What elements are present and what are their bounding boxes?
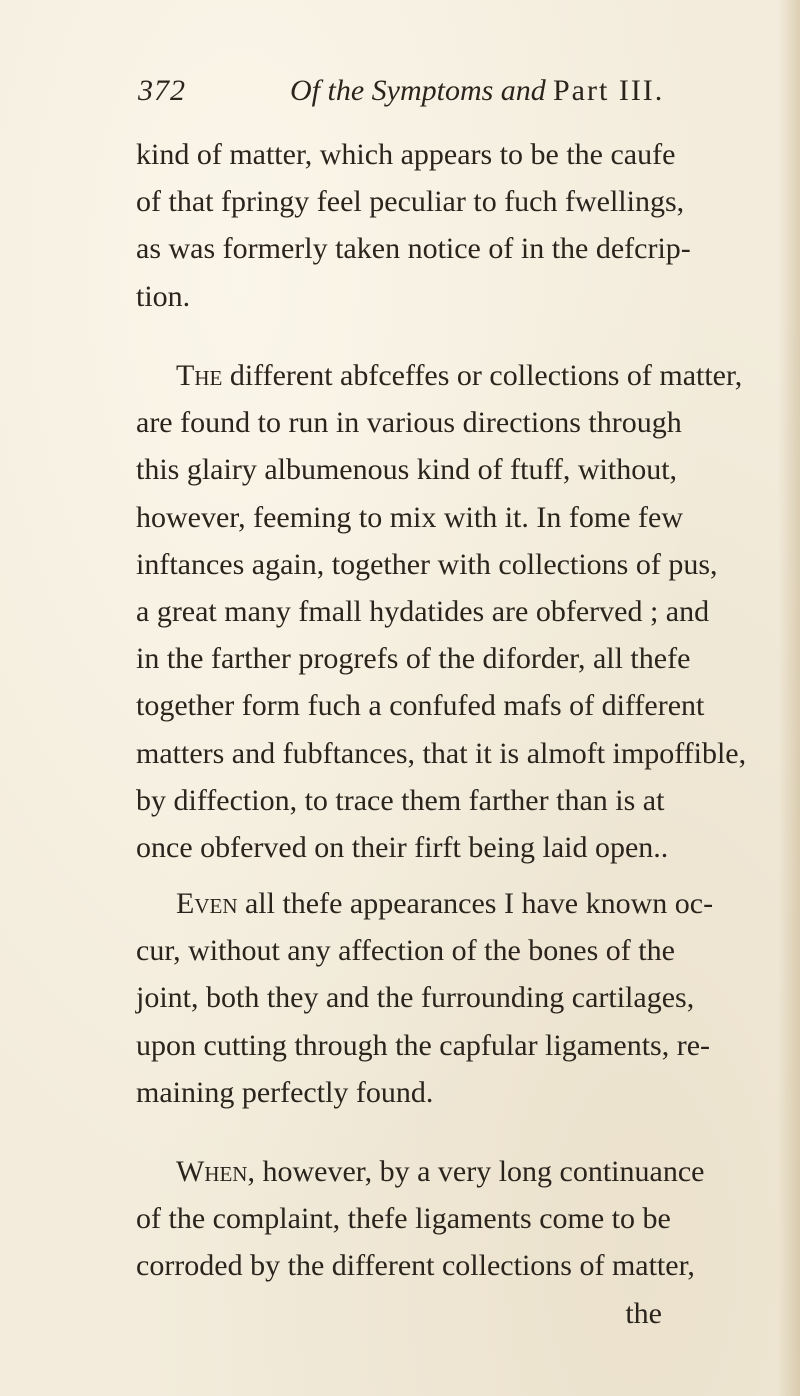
text-line: kind of matter, which appears to be the caufe bbox=[136, 138, 676, 171]
text-line: maining perfectly found. bbox=[136, 1075, 434, 1109]
text-line: of the complaint, thefe ligaments come to be bbox=[136, 1202, 671, 1236]
text-line: upon cutting through the capfular ligaments, re- bbox=[136, 1028, 710, 1062]
text-line: inftances again, together with collections of pus, bbox=[136, 547, 718, 581]
paragraph-4 bbox=[136, 1148, 705, 1337]
text-line: in the farther progrefs of the diforder, all thefe bbox=[136, 642, 691, 676]
text-line: are found to run in various directions through bbox=[136, 406, 682, 440]
page-edge-shadow bbox=[778, 0, 800, 1396]
text-line: once obferved on their firft being laid open.. bbox=[136, 830, 669, 864]
text-line: by diffection, to trace them farther than is at bbox=[136, 783, 665, 817]
text-line: Even all thefe appearances I have known oc- bbox=[176, 887, 714, 920]
running-head bbox=[138, 70, 665, 114]
text-line: together form fuch a confufed mafs of different bbox=[136, 689, 705, 723]
text-line: as was formerly taken notice of in the defcrip- bbox=[136, 232, 691, 266]
text-line: joint, both they and the furrounding cartilages, bbox=[136, 981, 695, 1015]
paragraph-1 bbox=[136, 131, 691, 320]
part-label: Part III. bbox=[553, 74, 665, 107]
text-line: corroded by the different collections of matter, bbox=[136, 1249, 695, 1283]
text-line: cur, without any affection of the bones of the bbox=[136, 934, 675, 968]
text-line: of that fpringy feel peculiar to fuch fwellings, bbox=[136, 185, 685, 219]
text-line: When, however, by a very long continuance bbox=[176, 1155, 705, 1188]
catchword: the bbox=[625, 1296, 662, 1330]
paragraph-3 bbox=[136, 880, 714, 1116]
text-line: tion. bbox=[136, 279, 191, 313]
paragraph-2 bbox=[136, 352, 747, 871]
text-line: however, feeming to mix with it. In fome few bbox=[136, 500, 683, 534]
text-line: The different abfceffes or collections of matter, bbox=[176, 359, 743, 392]
paragraph-opening-word: When, bbox=[176, 1155, 255, 1188]
text-line: matters and fubftances, that it is almoft impoffible, bbox=[136, 736, 747, 770]
paragraph-opening-word: The bbox=[176, 359, 223, 392]
page-number: 372 bbox=[138, 74, 186, 107]
text-line: this glairy albumenous kind of ftuff, without, bbox=[136, 453, 678, 487]
text-line: a great many fmall hydatides are obferved ; and bbox=[136, 594, 710, 628]
running-title: Of the Symptoms and bbox=[290, 74, 546, 107]
paragraph-opening-word: Even bbox=[176, 887, 238, 920]
